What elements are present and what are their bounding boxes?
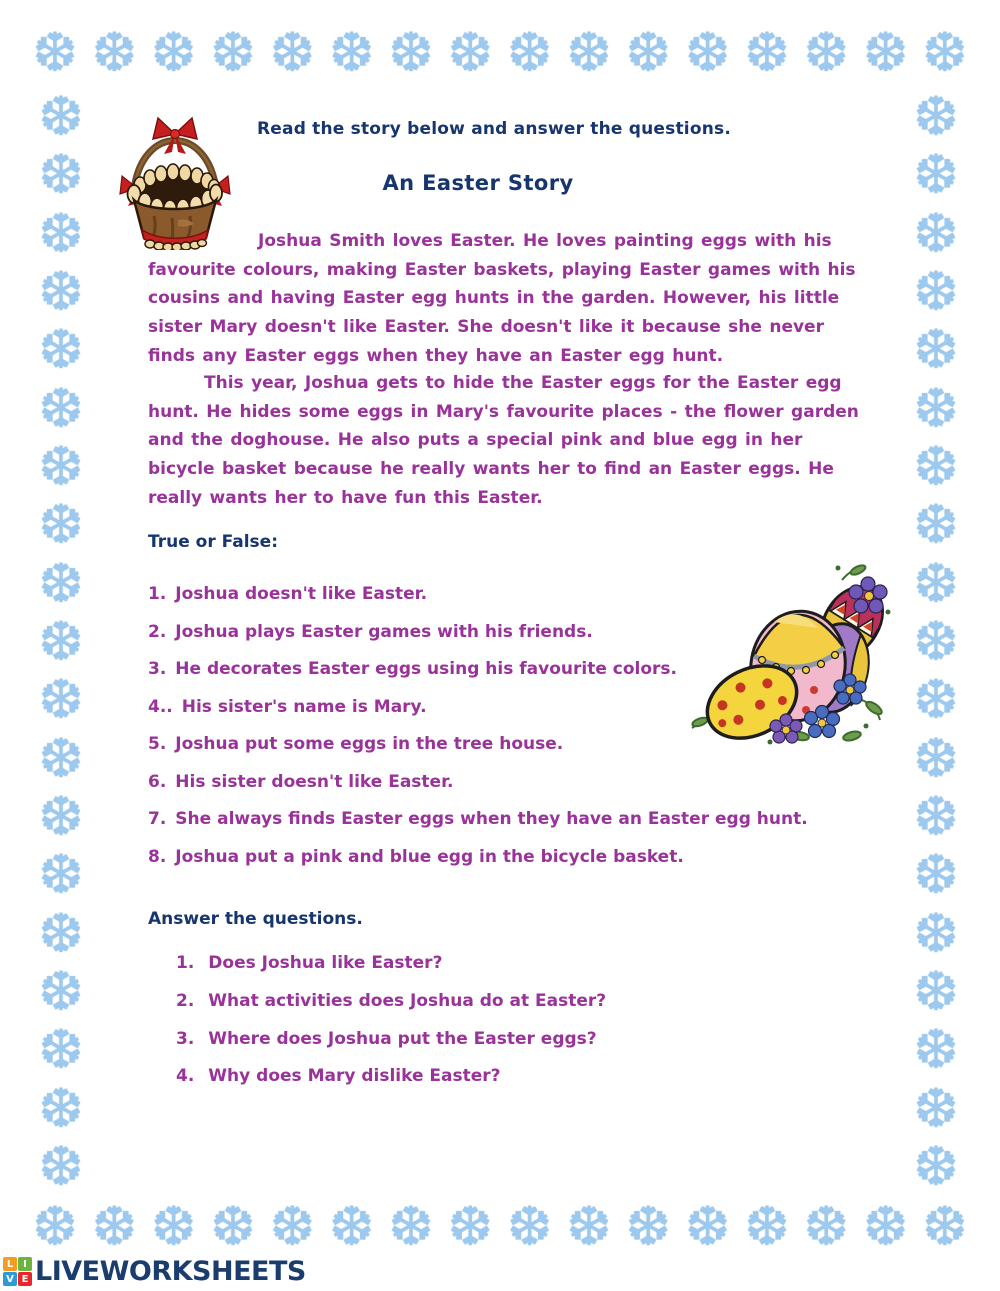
true-false-item: 3. He decorates Easter eggs using his favourite colors. [148,659,677,679]
snowflake-icon: ❆ [388,1195,434,1258]
snowflake-icon: ❆ [38,493,84,557]
snowflake-icon: ❆ [447,21,493,84]
snowflake-icon: ❆ [38,551,84,615]
snowflake-icon: ❆ [913,959,959,1023]
snowflake-icon: ❆ [38,1134,84,1198]
snowflake-icon: ❆ [913,1134,959,1198]
snowflake-icon: ❆ [913,551,959,615]
snowflake-icon: ❆ [38,318,84,382]
snowflake-icon: ❆ [913,434,959,498]
snowflake-icon: ❆ [38,85,84,148]
answer-questions-heading: Answer the questions. [148,909,363,929]
easter-eggs-image [682,550,908,748]
snowflake-icon: ❆ [913,85,959,148]
snowflake-icon: ❆ [38,901,84,965]
snowflake-icon: ❆ [269,21,315,84]
story-paragraph-1: Joshua Smith loves Easter. He loves painting eggs with his favourite colours, making Easter baskets, playing Easter games with his cousins and having Easter egg hunts in the garden. However, his little sister Mary doesn't like Easter. She doesn't like it because she never finds any Easter eggs when they have an Easter egg hunt. [148,231,856,366]
liveworksheets-logo-icon [3,1257,32,1286]
snowflake-icon: ❆ [566,1195,612,1258]
snowflake-icon: ❆ [803,21,849,84]
snowflake-icon: ❆ [803,1195,849,1258]
true-false-item: 2. Joshua plays Easter games with his friends. [148,621,593,642]
snowflake-icon: ❆ [913,1018,959,1082]
question-item: 3. Where does Joshua put the Easter eggs? [176,1028,597,1049]
snowflake-icon: ❆ [625,21,671,84]
snowflake-icon: ❆ [913,609,959,673]
snowflake-icon: ❆ [744,21,790,84]
snowflake-icon: ❆ [151,1195,197,1258]
snowflake-icon: ❆ [38,843,84,907]
snowflake-icon: ❆ [862,21,909,84]
snowflake-icon: ❆ [507,1195,553,1258]
snowflake-icon: ❆ [913,259,959,323]
question-item: 1. Does Joshua like Easter? [176,953,443,973]
snowflake-icon: ❆ [91,21,137,84]
red-bow-icon [153,118,197,154]
liveworksheets-logo[interactable] [3,1256,306,1287]
true-false-heading: True or False: [148,532,279,552]
snowflake-icon: ❆ [329,1195,375,1258]
snowflake-icon: ❆ [913,376,959,440]
snowflake-icon: ❆ [913,784,959,848]
logo-square-v: V [3,1272,17,1286]
logo-square-i: I [18,1257,32,1271]
true-false-item: 7. She always finds Easter eggs when they have an Easter egg hunt. [148,809,808,829]
snowflake-icon: ❆ [625,1195,671,1258]
true-false-item: 8. Joshua put a pink and blue egg in the bicycle basket. [148,846,684,867]
true-false-item: 4.. His sister's name is Mary. [148,696,427,717]
snowflake-icon: ❆ [566,21,612,84]
story-paragraph-2: This year, Joshua gets to hide the Easter eggs for the Easter egg hunt. He hides some eggs in Mary's favourite places - the flower garden and the doghouse. He also puts a special pink and blue egg in her bicycle basket because he really wants her to find an Easter eggs. He really wants her to have fun this Easter. [148,373,859,508]
snowflake-border-right [905,85,967,1198]
snowflake-icon: ❆ [744,1195,790,1258]
snowflake-icon: ❆ [91,1195,137,1258]
question-item: 2. What activities does Joshua do at Easter? [176,990,607,1011]
snowflake-icon: ❆ [913,201,959,265]
logo-square-e: E [18,1272,32,1286]
snowflake-icon: ❆ [38,784,84,848]
snowflake-icon: ❆ [913,1076,959,1140]
snowflake-border-top [26,21,974,86]
snowflake-icon: ❆ [38,143,84,207]
snowflake-icon: ❆ [913,668,959,732]
snowflake-icon: ❆ [32,1195,78,1258]
true-false-item: 1. Joshua doesn't like Easter. [148,584,428,604]
snowflake-icon: ❆ [913,726,959,790]
snowflake-icon: ❆ [32,21,78,84]
snowflake-icon: ❆ [38,959,84,1023]
snowflake-icon: ❆ [38,1018,84,1082]
snowflake-icon: ❆ [38,376,84,440]
snowflake-icon: ❆ [38,668,84,732]
snowflake-icon: ❆ [913,901,959,965]
snowflake-icon: ❆ [684,21,731,84]
true-false-item: 6. His sister doesn't like Easter. [148,771,454,792]
snowflake-icon: ❆ [269,1195,315,1258]
snowflake-icon: ❆ [210,1195,256,1258]
snowflake-icon: ❆ [922,1195,968,1258]
snowflake-border-bottom [26,1195,974,1260]
snowflake-icon: ❆ [388,21,434,84]
question-item: 4. Why does Mary dislike Easter? [176,1066,501,1087]
snowflake-icon: ❆ [507,21,553,84]
snowflake-icon: ❆ [210,21,256,84]
snowflake-icon: ❆ [913,143,959,207]
flower-icon [849,577,887,613]
snowflake-icon: ❆ [38,726,84,790]
snowflake-icon: ❆ [913,318,959,382]
snowflake-icon: ❆ [447,1195,493,1258]
snowflake-icon: ❆ [38,1076,84,1140]
snowflake-icon: ❆ [913,493,959,557]
snowflake-icon: ❆ [862,1195,909,1258]
worksheet-instruction: Read the story below and answer the questions. [257,119,731,139]
questions-list [176,953,776,1104]
logo-square-l: L [3,1257,17,1271]
snowflake-icon: ❆ [38,434,84,498]
snowflake-icon: ❆ [684,1195,731,1258]
snowflake-icon: ❆ [38,609,84,673]
snowflake-icon: ❆ [922,21,968,84]
snowflake-icon: ❆ [38,201,84,265]
true-false-item: 5. Joshua put some eggs in the tree house. [148,734,564,754]
page-title: An Easter Story [382,171,574,195]
snowflake-icon: ❆ [151,21,197,84]
snowflake-border-left [30,85,92,1198]
snowflake-icon: ❆ [38,259,84,323]
logo-wordmark: LIVEWORKSHEETS [35,1256,306,1287]
snowflake-icon: ❆ [329,21,375,84]
snowflake-icon: ❆ [913,843,959,907]
